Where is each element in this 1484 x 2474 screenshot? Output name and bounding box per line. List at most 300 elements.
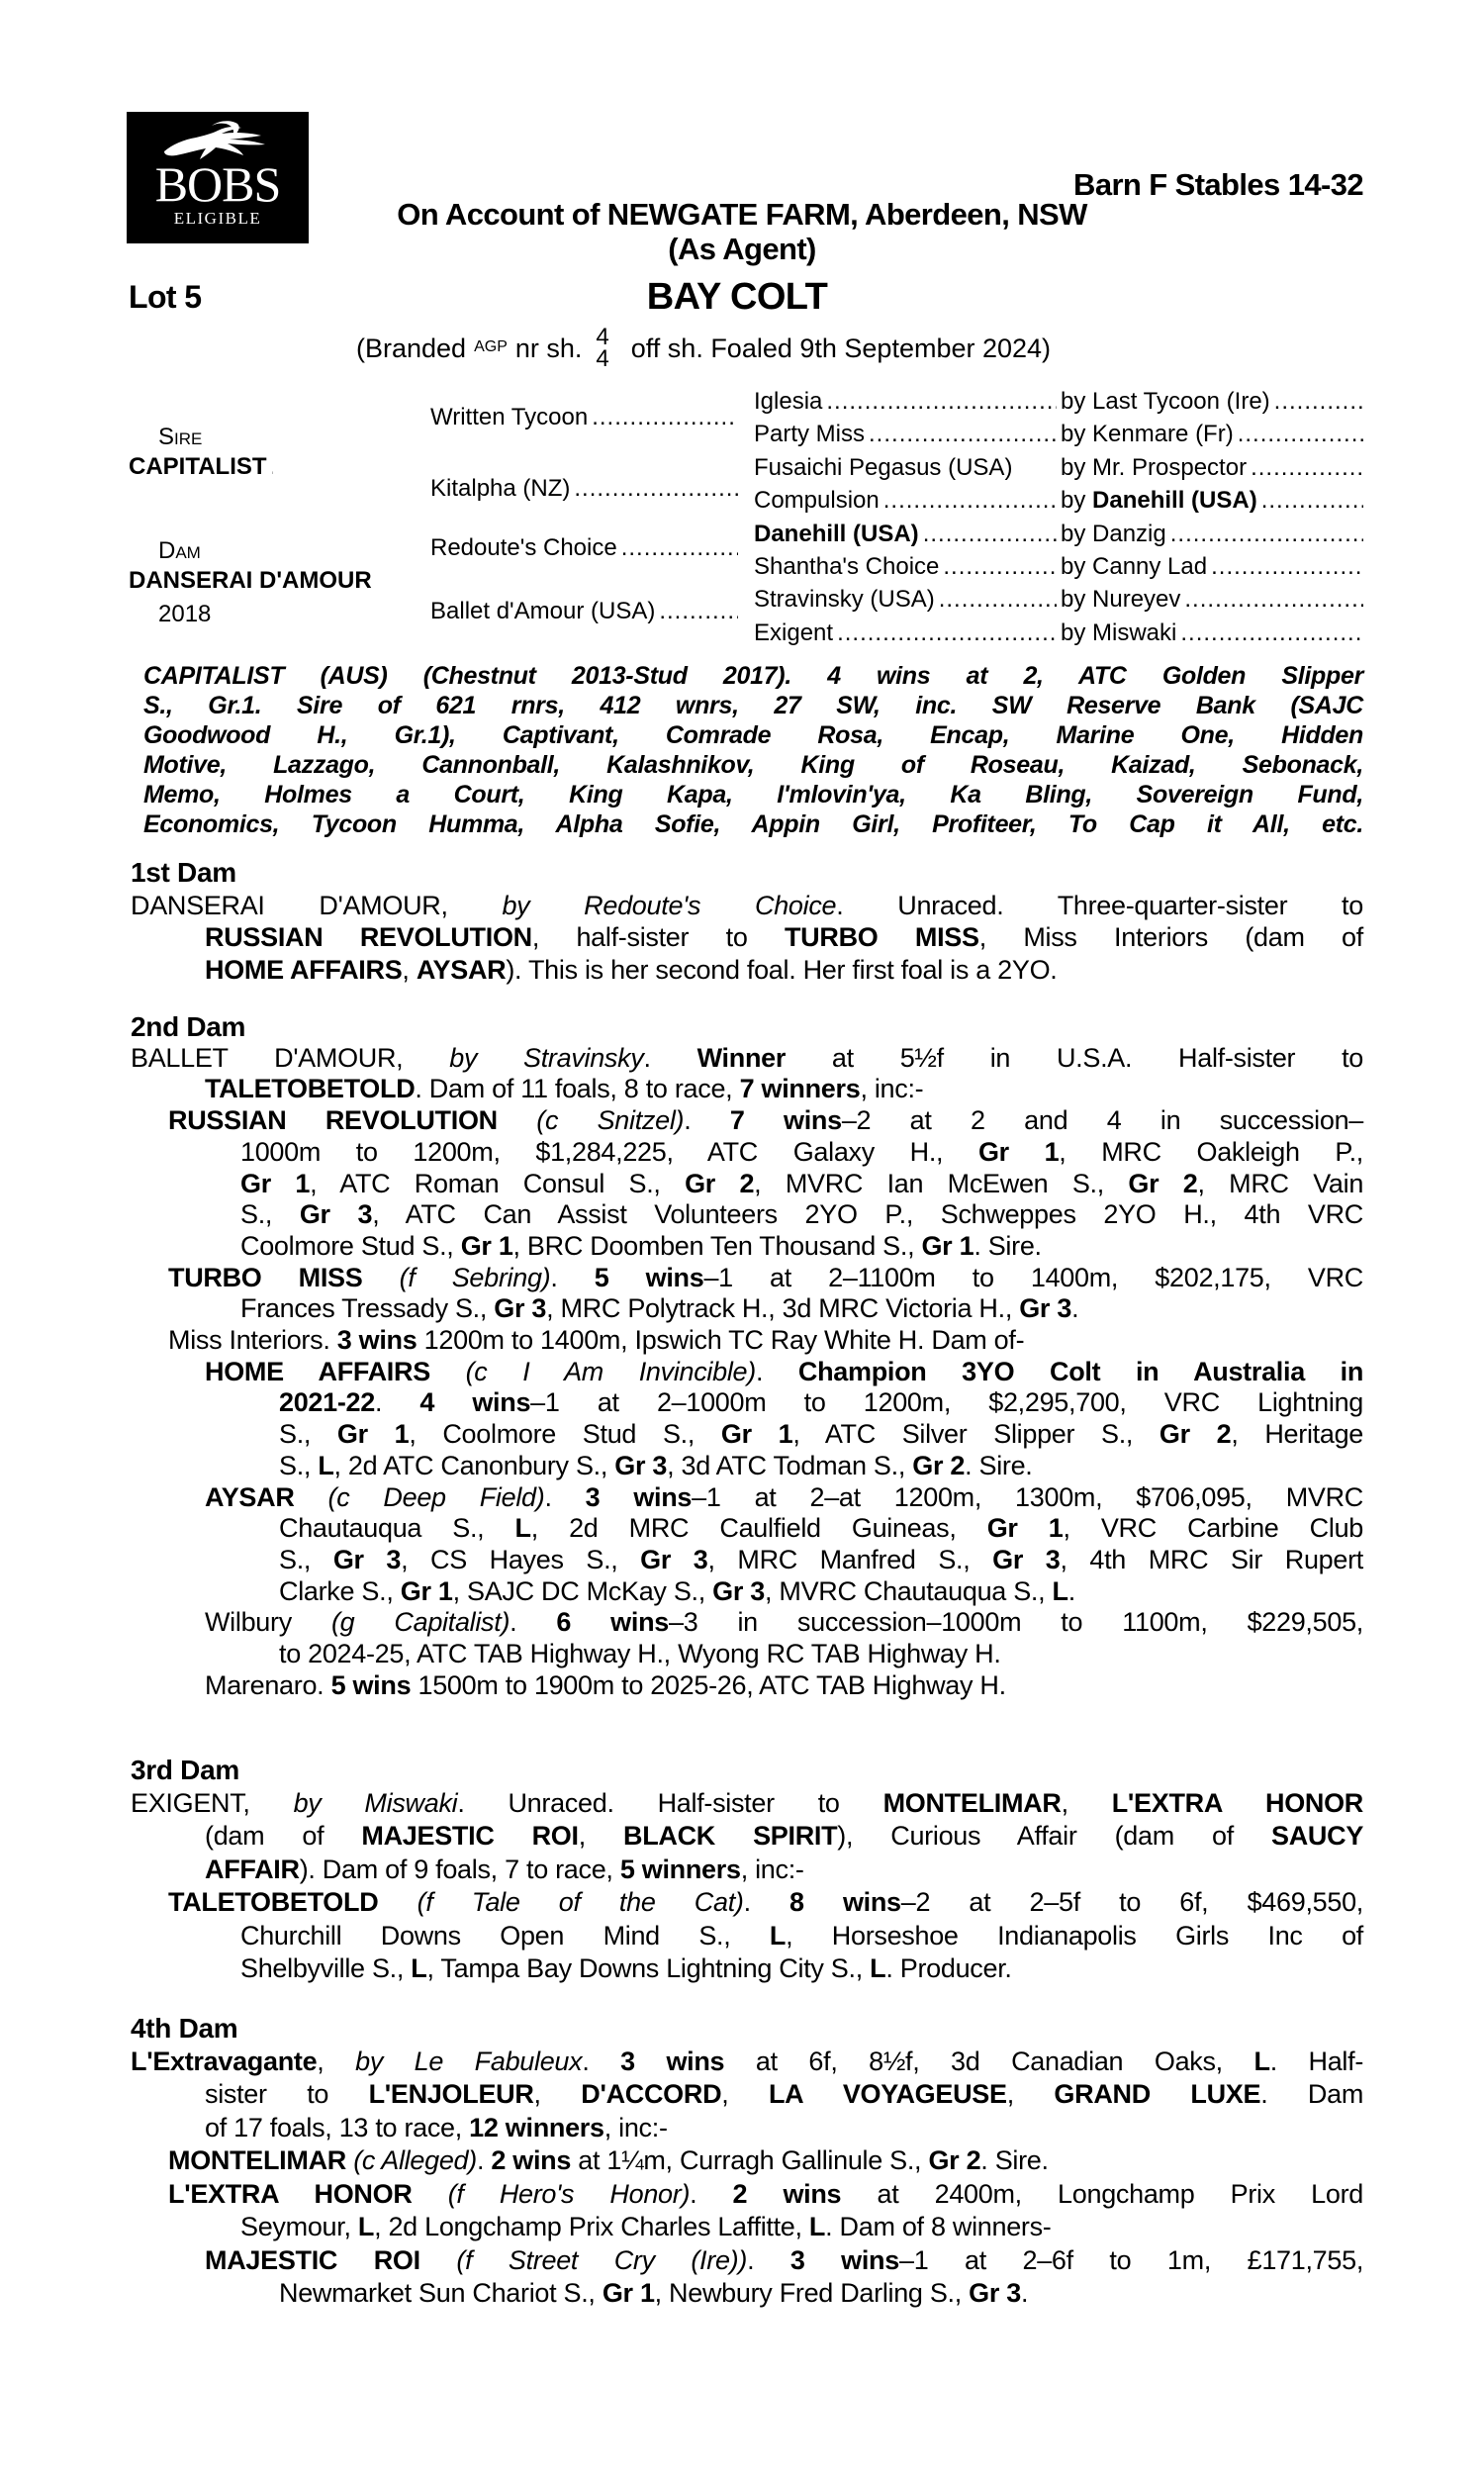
text: , Heritage — [1231, 1419, 1364, 1450]
italic-text: (c I Am Invincible) — [465, 1356, 756, 1386]
bold-text: L — [870, 1953, 886, 1983]
text: , ATC Roman Consul S., — [310, 1168, 686, 1198]
sire-of-name: Danehill (USA) — [1092, 487, 1257, 515]
sire-of-cell — [1061, 618, 1363, 649]
text: , MVRC Chautauqua S., — [764, 1575, 1053, 1606]
text: to 2024-25, ATC TAB Highway H., Wyong RC TAB Highway H. — [279, 1639, 1001, 1669]
text-line — [131, 1137, 1363, 1169]
bold-text: Gr 3 — [332, 1544, 402, 1574]
barn-location: Barn F Stables 14-32 — [1073, 167, 1363, 202]
text: . — [544, 1481, 586, 1512]
leader-dots — [1180, 618, 1363, 649]
text-line — [131, 1576, 1363, 1608]
text: . — [743, 1887, 790, 1917]
text: ), Curious Affair (dam of — [837, 1821, 1272, 1851]
by-prefix: by — [1061, 586, 1093, 614]
bold-text: BLACK SPIRIT — [623, 1821, 838, 1851]
bold-text: L'ENJOLEUR — [368, 2079, 534, 2109]
bold-text: L — [1052, 1575, 1068, 1606]
text: DANSERAI D'AMOUR, — [131, 890, 503, 920]
leader-dots — [1211, 551, 1363, 583]
bold-text: RUSSIAN REVOLUTION — [168, 1105, 498, 1136]
text: . — [582, 2046, 621, 2076]
text-line — [131, 1952, 1363, 1986]
sire-of-name: Kenmare (Fr) — [1092, 421, 1234, 448]
text: , Coolmore Stud S., — [409, 1419, 721, 1450]
sire-of-name: Canny Lad — [1092, 553, 1208, 580]
text-line — [131, 1231, 1363, 1263]
leader-dots — [592, 402, 738, 433]
text: , 3d ATC Todman S., — [667, 1450, 913, 1480]
text: , — [533, 2079, 582, 2109]
bold-text: TALETOBETOLD — [205, 1074, 416, 1104]
by-prefix: by — [1061, 520, 1093, 547]
text: S., — [240, 1199, 300, 1230]
text: BALLET D'AMOUR, — [131, 1042, 450, 1073]
sire-of-name: Danzig — [1092, 520, 1166, 547]
bold-text: L'EXTRA HONOR — [1111, 1787, 1363, 1818]
great-grandparent-cell — [754, 386, 1057, 418]
leader-dots — [837, 618, 1057, 649]
text — [362, 1263, 399, 1292]
bold-text: TURBO MISS — [784, 922, 979, 952]
italic-text: (f Hero's Honor) — [447, 2178, 691, 2209]
italic-text: (c Alleged) — [353, 2145, 477, 2175]
great-grandparent-cell — [754, 485, 1057, 517]
bold-text: Gr 1 — [921, 1230, 974, 1261]
text-line — [131, 1545, 1363, 1576]
text: , inc:- — [740, 1854, 804, 1884]
by-prefix: by — [1061, 553, 1093, 580]
text-line — [131, 2244, 1363, 2278]
text: . — [510, 1607, 557, 1638]
brand-prefix: (Branded — [356, 333, 467, 363]
text: 1500m to 1900m to 2025-26, ATC TAB Highway H. — [411, 1669, 1006, 1700]
text: . Dam of 11 foals, 8 to race, — [415, 1074, 740, 1104]
dam-section — [131, 857, 1363, 986]
text-line — [131, 2277, 1363, 2311]
text-line — [131, 890, 1363, 922]
sire-of-cell — [1061, 386, 1363, 418]
leader-dots — [1170, 519, 1363, 550]
text: , ATC Silver Slipper S., — [792, 1419, 1159, 1450]
sire-summary-line: Memo, Holmes a Court, King Kapa, I'mlovin'ya, Ka Bling, Sovereign Fund, — [143, 781, 1363, 809]
text: at 2400m, Longchamp Prix Lord — [841, 2178, 1363, 2209]
dam-label — [158, 535, 201, 567]
text: Churchill Downs Open Mind S., — [240, 1920, 770, 1951]
great-grandparent-name: Shantha's Choice — [754, 553, 940, 580]
text: ). This is her second foal. Her first foal is a 2YO. — [506, 954, 1058, 985]
section-heading: 2nd Dam — [131, 1011, 246, 1042]
bold-text: L — [318, 1450, 334, 1480]
text: , CS Hayes S., — [401, 1544, 641, 1574]
text-line — [131, 2144, 1363, 2178]
sire-summary-line: CAPITALIST (AUS) (Chestnut 2013-Stud 2017). 4 wins at 2, ATC Golden Slipper — [143, 662, 1363, 690]
text: . Sire. — [974, 1230, 1042, 1261]
text: . Producer. — [885, 1953, 1012, 1983]
text: –1 at 2–6f to 1m, £171,755, — [898, 2244, 1364, 2275]
brand-mid: nr sh. — [514, 333, 583, 363]
bold-text: 7 winners — [739, 1074, 861, 1104]
bold-text: MAJESTIC ROI — [361, 1821, 579, 1851]
great-grandparent-cell — [754, 551, 1057, 583]
text-line — [131, 1357, 1363, 1388]
bold-text: Gr 3 — [1019, 1293, 1072, 1324]
section-heading: 1st Dam — [131, 857, 236, 888]
text: (dam of — [205, 1821, 362, 1851]
text: Wilbury — [205, 1607, 331, 1638]
text: at 5½f in U.S.A. Half-sister to — [786, 1042, 1364, 1073]
text-line — [131, 1886, 1363, 1920]
leader-dots — [574, 473, 738, 505]
leader-dots — [1274, 386, 1363, 418]
by-prefix: by — [1061, 421, 1093, 448]
text: . Dam — [1260, 2079, 1364, 2109]
section-heading: 4th Dam — [131, 2013, 238, 2044]
grandparent-cell — [430, 596, 738, 627]
sire-of-name: Nureyev — [1092, 586, 1181, 614]
text: –1 at 2–1100m to 1400m, $202,175, VRC — [703, 1262, 1363, 1292]
bold-text: 7 wins — [729, 1105, 842, 1136]
bold-text: D'ACCORD — [581, 2079, 722, 2109]
great-grandparent-name: Party Miss — [754, 421, 866, 448]
text — [498, 1105, 536, 1135]
text-line — [131, 1639, 1363, 1670]
text: . Unraced. Three-quarter-sister to — [836, 890, 1363, 920]
bold-text: TURBO MISS — [168, 1262, 363, 1292]
text-line — [131, 1607, 1363, 1639]
text: . — [1071, 1293, 1079, 1324]
italic-text: by Stravinsky — [449, 1042, 644, 1073]
great-grandparent-cell — [754, 519, 1057, 550]
text: , — [402, 954, 417, 985]
text-line — [131, 1325, 1363, 1357]
grandparent-name: Written Tycoon — [430, 404, 589, 430]
bold-text: Gr 1 — [977, 1136, 1060, 1167]
great-grandparent-cell — [754, 452, 1057, 484]
text-line — [131, 1199, 1363, 1231]
grandparent-name: Kitalpha (NZ) — [430, 475, 571, 502]
bold-text: Gr 1 — [400, 1575, 453, 1606]
italic-text: (g Capitalist) — [330, 1607, 510, 1638]
bold-text: 6 wins — [556, 1607, 669, 1638]
bold-text: GRAND LUXE — [1054, 2079, 1261, 2109]
sire-of-cell — [1061, 551, 1363, 583]
bold-text: 3 wins — [620, 2046, 725, 2076]
text: Frances Tressady S., — [240, 1293, 495, 1324]
text-line — [131, 1105, 1363, 1137]
by-prefix: by — [1061, 618, 1093, 646]
grandparent-name: Redoute's Choice — [430, 534, 617, 561]
grandparent-cell — [430, 532, 738, 564]
bold-text: L — [1253, 2046, 1270, 2076]
text: , inc:- — [603, 2112, 668, 2142]
great-grandparent-cell — [754, 584, 1057, 616]
great-grandparent-cell — [754, 419, 1057, 450]
text: . — [476, 2145, 492, 2175]
by-prefix: by — [1061, 453, 1093, 481]
text: at 1¼m, Curragh Gallinule S., — [571, 2145, 929, 2175]
text: Seymour, — [240, 2212, 358, 2241]
leader-dots — [1261, 485, 1363, 517]
text-line — [131, 1074, 1363, 1105]
text-line — [131, 2178, 1363, 2212]
sire-summary-line: Motive, Lazzago, Cannonball, Kalashnikov, King of Roseau, Kaizad, Sebonack, — [143, 751, 1363, 779]
grandparent-cell — [430, 402, 738, 433]
bold-text: 5 wins — [330, 1669, 412, 1700]
text: 1200m to 1400m, Ipswich TC Ray White H. Dam of- — [417, 1325, 1025, 1356]
bold-text: HOME AFFAIRS — [205, 1356, 430, 1386]
text: , 2d ATC Canonbury S., — [333, 1450, 615, 1480]
bold-text: L — [514, 1513, 531, 1544]
text: –3 in succession–1000m to 1100m, $229,505, — [668, 1607, 1363, 1638]
text: S., — [279, 1450, 319, 1480]
bold-text: L — [769, 1920, 787, 1951]
leader-dots — [923, 519, 1057, 550]
bold-text: L — [411, 1953, 427, 1983]
grandparent-cell — [430, 473, 738, 505]
text: Chautauqua S., — [279, 1513, 515, 1544]
bold-text: AYSAR — [416, 954, 507, 985]
great-grandparent-name: Fusaichi Pegasus (USA) — [754, 453, 1013, 481]
leader-dots — [826, 386, 1057, 418]
sire-summary-line: S., Gr.1. Sire of 621 rnrs, 412 wnrs, 27 SW, inc. SW Reserve Bank (SAJC — [143, 692, 1363, 719]
text-line — [131, 2078, 1363, 2112]
bold-text: Gr 3 — [494, 1293, 547, 1324]
great-grandparent-cell — [754, 618, 1057, 649]
sire-of-cell — [1061, 519, 1363, 550]
bold-text: 8 wins — [789, 1887, 901, 1917]
leader-dots — [943, 551, 1057, 583]
text-line — [131, 1293, 1363, 1325]
fraction-top: 4 — [596, 324, 609, 350]
sire-of-cell — [1061, 584, 1363, 616]
bold-text: Gr 3 — [614, 1450, 668, 1480]
text: , Tampa Bay Downs Lightning City S., — [426, 1953, 871, 1983]
dam-section — [131, 1011, 1363, 1701]
bold-text: Gr 2 — [912, 1450, 966, 1480]
bold-text: Gr 2 — [685, 1168, 755, 1198]
bobs-eligible-logo — [127, 112, 309, 243]
text: , Newbury Fred Darling S., — [654, 2278, 970, 2308]
bold-text: 4 wins — [419, 1387, 531, 1418]
text-line — [131, 1670, 1363, 1702]
text: ). Dam of 9 foals, 7 to race, — [299, 1854, 620, 1884]
text: , MRC Polytrack H., 3d MRC Victoria H., — [546, 1293, 1020, 1324]
text-line — [131, 1169, 1363, 1200]
text: EXIGENT, — [131, 1787, 294, 1818]
lot-title: BAY COLT — [646, 276, 828, 318]
text: , 4th MRC Sir Rupert — [1060, 1544, 1364, 1574]
sire-of-cell — [1061, 419, 1363, 450]
text-line — [131, 1854, 1363, 1887]
leader-dots — [869, 419, 1057, 450]
bold-text: AFFAIR — [205, 1854, 300, 1884]
logo-text-bobs: BOBS — [154, 156, 281, 212]
text: . — [550, 1262, 595, 1292]
great-grandparent-name: Compulsion — [754, 487, 880, 515]
text — [378, 1887, 417, 1917]
dam-year: 2018 — [158, 601, 212, 627]
text: , — [1061, 1787, 1112, 1818]
text: . Sire. — [965, 1450, 1033, 1480]
bold-text: 5 wins — [594, 1262, 704, 1292]
bold-text: Gr 2 — [928, 2145, 981, 2175]
leader-dots — [659, 596, 738, 627]
bold-text: L'EXTRA HONOR — [168, 2178, 413, 2209]
text-line — [131, 2046, 1363, 2079]
bold-text: Gr 3 — [640, 1544, 708, 1574]
text: , 2d MRC Caulfield Guineas, — [530, 1513, 987, 1544]
text-line — [131, 1920, 1363, 1953]
text: , Horseshoe Indianapolis Girls Inc of — [786, 1920, 1363, 1951]
sire-summary — [143, 661, 1363, 839]
bold-text: 3 wins — [585, 1481, 693, 1512]
bold-text: Gr 3 — [712, 1575, 765, 1606]
text-line — [131, 2211, 1363, 2244]
dam-section — [131, 2012, 1363, 2311]
text: . — [747, 2244, 790, 2275]
text: , — [317, 2046, 356, 2076]
text: –1 at 2–at 1200m, 1300m, $706,095, MVRC — [692, 1481, 1363, 1512]
text: . — [375, 1387, 420, 1418]
text: S., — [279, 1544, 333, 1574]
bold-text: L'Extravagante — [131, 2046, 318, 2076]
bold-text: Gr 3 — [969, 2278, 1021, 2308]
great-grandparent-name: Iglesia — [754, 388, 823, 415]
text-line — [131, 1387, 1363, 1419]
text: . Sire. — [980, 2145, 1049, 2175]
text: . — [1021, 2278, 1029, 2308]
text: –2 at 2–5f to 6f, $469,550, — [900, 1887, 1363, 1917]
text: . — [1067, 1575, 1075, 1606]
bold-text: Gr 1 — [986, 1513, 1064, 1544]
text: , BRC Doomben Ten Thousand S., — [512, 1230, 922, 1261]
vendor-line: On Account of NEWGATE FARM, Aberdeen, NSW — [397, 197, 1087, 232]
text: –2 at 2 and 4 in succession– — [841, 1105, 1363, 1136]
text — [413, 2179, 448, 2209]
text: , MRC Vain — [1197, 1168, 1364, 1198]
agent-line: (As Agent) — [668, 232, 816, 266]
italic-text: by Redoute's Choice — [502, 890, 837, 920]
text: , — [578, 1821, 624, 1851]
dam-cell — [129, 565, 372, 597]
text-line — [131, 1513, 1363, 1545]
text-line — [131, 2112, 1363, 2145]
bold-text: L — [357, 2212, 375, 2241]
sire-cell — [129, 451, 273, 483]
text: Clarke S., — [279, 1575, 401, 1606]
leader-dots — [883, 485, 1057, 517]
bold-text: 12 winners — [469, 2112, 604, 2142]
italic-text: (f Street Cry (Ire)) — [456, 2244, 748, 2275]
text — [295, 1482, 328, 1512]
text — [430, 1357, 466, 1386]
text: Miss Interiors. — [168, 1325, 337, 1356]
text: . Dam of 8 winners- — [825, 2212, 1052, 2241]
text: , Miss Interiors (dam of — [978, 922, 1363, 952]
sire-of-name: Mr. Prospector — [1092, 453, 1248, 481]
leader-dots — [621, 532, 738, 564]
text: Shelbyville S., — [240, 1953, 412, 1983]
text: S., — [279, 1419, 337, 1450]
text-line — [131, 1482, 1363, 1514]
logo-text-eligible: ELIGIBLE — [173, 209, 262, 228]
text: –1 at 2–1000m to 1200m, $2,295,700, VRC Lightning — [530, 1387, 1364, 1418]
bold-text: TALETOBETOLD — [168, 1887, 379, 1917]
text — [420, 2245, 457, 2275]
bold-text: Winner — [696, 1042, 787, 1073]
bold-text: Gr 2 — [1128, 1168, 1198, 1198]
italic-text: (c Snitzel) — [536, 1105, 685, 1136]
italic-text: by Le Fabuleux — [355, 2046, 583, 2076]
text: Marenaro. — [205, 1669, 331, 1700]
bold-text: 5 winners — [619, 1854, 741, 1884]
sire-of-cell — [1061, 485, 1363, 517]
text: , ATC Can Assist Volunteers 2YO P., Schweppes 2YO H., 4th VRC — [372, 1199, 1363, 1230]
leader-dots — [271, 451, 273, 483]
bold-text: AYSAR — [205, 1481, 295, 1512]
text: , — [1006, 2079, 1055, 2109]
text-line — [131, 1451, 1363, 1482]
text: , MRC Manfred S., — [707, 1544, 993, 1574]
bold-text: Gr 1 — [336, 1419, 410, 1450]
leader-dots — [939, 584, 1057, 616]
text: , — [721, 2079, 769, 2109]
dam-year-cell — [158, 599, 211, 630]
dam-section — [131, 1754, 1363, 1986]
bold-text: Champion 3YO Colt in Australia in — [797, 1356, 1364, 1386]
text: . — [755, 1356, 798, 1386]
brand-suffix: off sh. Foaled 9th September 2024) — [630, 333, 1052, 363]
text-line — [131, 954, 1363, 987]
text-line — [131, 1263, 1363, 1294]
text-line — [131, 1787, 1363, 1821]
italic-text: (f Tale of the Cat) — [417, 1887, 744, 1917]
great-grandparent-name: Exigent — [754, 618, 834, 646]
text: Coolmore Stud S., — [240, 1230, 461, 1261]
text: . Unraced. Half-sister to — [457, 1787, 883, 1818]
text: 1000m to 1200m, $1,284,225, ATC Galaxy H., — [240, 1136, 978, 1167]
bold-text: 2021-22 — [279, 1387, 375, 1418]
great-grandparent-name: Danehill (USA) — [754, 520, 919, 547]
grandparent-name: Ballet d'Amour (USA) — [430, 598, 656, 624]
bold-text: LA VOYAGEUSE — [768, 2079, 1007, 2109]
brand-line — [356, 324, 1052, 372]
leader-dots — [1251, 452, 1363, 484]
italic-text: (c Deep Field) — [327, 1481, 545, 1512]
bold-text: Gr 3 — [299, 1199, 373, 1230]
bold-text: RUSSIAN REVOLUTION — [205, 922, 532, 952]
sire-of-name: Last Tycoon (Ire) — [1092, 388, 1270, 415]
lot-number: Lot 5 — [129, 279, 202, 315]
text-line — [131, 921, 1363, 954]
text: , SAJC DC McKay S., — [452, 1575, 713, 1606]
text: , inc:- — [860, 1074, 924, 1104]
sire-of-cell — [1061, 452, 1363, 484]
bold-text: Gr 1 — [460, 1230, 513, 1261]
by-prefix: by — [1061, 388, 1093, 415]
section-heading: 3rd Dam — [131, 1755, 239, 1785]
bold-text: HOME AFFAIRS — [205, 954, 403, 985]
text-line — [131, 1820, 1363, 1854]
sire-of-name: Miswaki — [1092, 618, 1177, 646]
text-line — [131, 1043, 1363, 1075]
bold-text: Gr 1 — [602, 2278, 655, 2308]
text: . — [690, 2178, 733, 2209]
text: . Half- — [1269, 2046, 1364, 2076]
sire-label-text: Sire — [158, 424, 203, 450]
